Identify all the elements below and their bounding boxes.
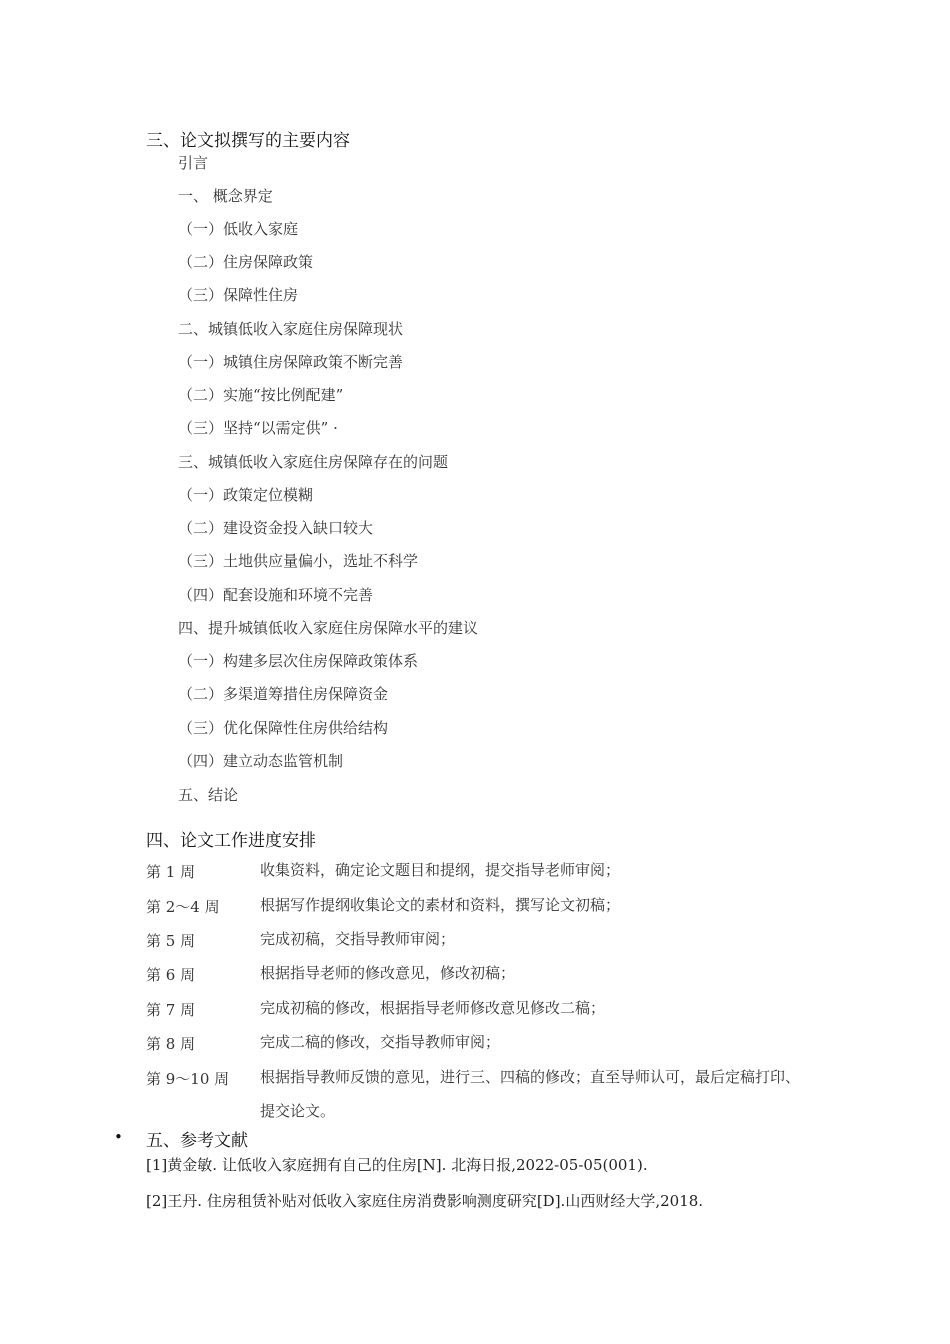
reference-item	[146, 1190, 703, 1211]
schedule-task: 完成初稿的修改，根据指导老师修改意见修改二稿；	[260, 999, 606, 1017]
ref-pub: ,2022-05-05(001).	[511, 1156, 648, 1174]
outline-item: （一）政策定位模糊	[178, 486, 314, 504]
bullet-marker: •	[114, 1128, 123, 1146]
outline-item: （一）构建多层次住房保障政策体系	[178, 652, 419, 670]
outline-item: 三、城镇低收入家庭住房保障存在的问题	[178, 453, 449, 471]
schedule-task: 收集资料，确定论文题目和提纲，提交指导老师审阅；	[260, 861, 621, 879]
outline-item: （一）城镇住房保障政策不断完善	[178, 353, 404, 371]
outline-item: （三）优化保障性住房供给结构	[178, 719, 389, 737]
section4-heading: 四、论文工作进度安排	[146, 831, 316, 851]
section3-heading: 三、论文拟撰写的主要内容	[146, 131, 350, 151]
schedule-task: 完成初稿，交指导教师审阅；	[260, 930, 456, 948]
ref-title: 让低收入家庭拥有自己的住房	[221, 1156, 417, 1174]
outline-item: 一、 概念界定	[178, 187, 273, 205]
outline-item: （二）多渠道筹措住房保障资金	[178, 685, 389, 703]
outline-item: （四）配套设施和环境不完善	[178, 586, 374, 604]
ref-source: 山西财经大学	[565, 1192, 656, 1210]
outline-item: 四、提升城镇低收入家庭住房保障水平的建议	[178, 619, 479, 637]
ref-type: [D].	[536, 1192, 566, 1210]
schedule-task: 根据指导教师反馈的意见，进行三、四稿的修改；直至导师认可，最后定稿打印、提交论文。	[260, 1068, 801, 1120]
outline-item: （三）坚持“以需定供” ·	[178, 419, 338, 437]
schedule-week: 第 5 周	[146, 932, 196, 950]
outline-item: （四）建立动态监管机制	[178, 752, 344, 770]
ref-number: [2]	[146, 1192, 168, 1210]
ref-title: 住房租赁补贴对低收入家庭住房消费影响测度研究	[206, 1192, 537, 1210]
schedule-task: 根据写作提纲收集论文的素材和资料，撰写论文初稿；	[260, 896, 621, 914]
ref-source: 北海日报	[451, 1156, 512, 1174]
outline-item: （三）土地供应量偏小，选址不科学	[178, 552, 419, 570]
schedule-week: 第 7 周	[146, 1001, 196, 1019]
ref-author: 王丹.	[167, 1192, 203, 1210]
schedule-week: 第 6 周	[146, 966, 196, 984]
section5-heading: 五、参考文献	[146, 1131, 248, 1151]
outline-item: 五、结论	[178, 786, 239, 804]
outline-item: （二）实施“按比例配建”	[178, 386, 344, 404]
ref-author: 黄金敏.	[167, 1156, 218, 1174]
ref-type: [N].	[416, 1156, 447, 1174]
outline-item: （二）住房保障政策	[178, 253, 314, 271]
ref-number: [1]	[146, 1156, 168, 1174]
schedule-week: 第 1 周	[146, 863, 196, 881]
outline-item: 二、城镇低收入家庭住房保障现状	[178, 320, 404, 338]
schedule-week: 第 9～10 周	[146, 1070, 230, 1088]
reference-item	[146, 1154, 648, 1175]
outline-item: （二）建设资金投入缺口较大	[178, 519, 374, 537]
schedule-task: 根据指导老师的修改意见，修改初稿；	[260, 964, 516, 982]
ref-pub: ,2018.	[655, 1192, 704, 1210]
schedule-task: 完成二稿的修改，交指导教师审阅；	[260, 1033, 501, 1051]
schedule-week: 第 2～4 周	[146, 898, 220, 916]
schedule-week: 第 8 周	[146, 1035, 196, 1053]
outline-item: 引言	[178, 154, 209, 172]
outline-item: （一）低收入家庭	[178, 220, 299, 238]
outline-item: （三）保障性住房	[178, 286, 299, 304]
